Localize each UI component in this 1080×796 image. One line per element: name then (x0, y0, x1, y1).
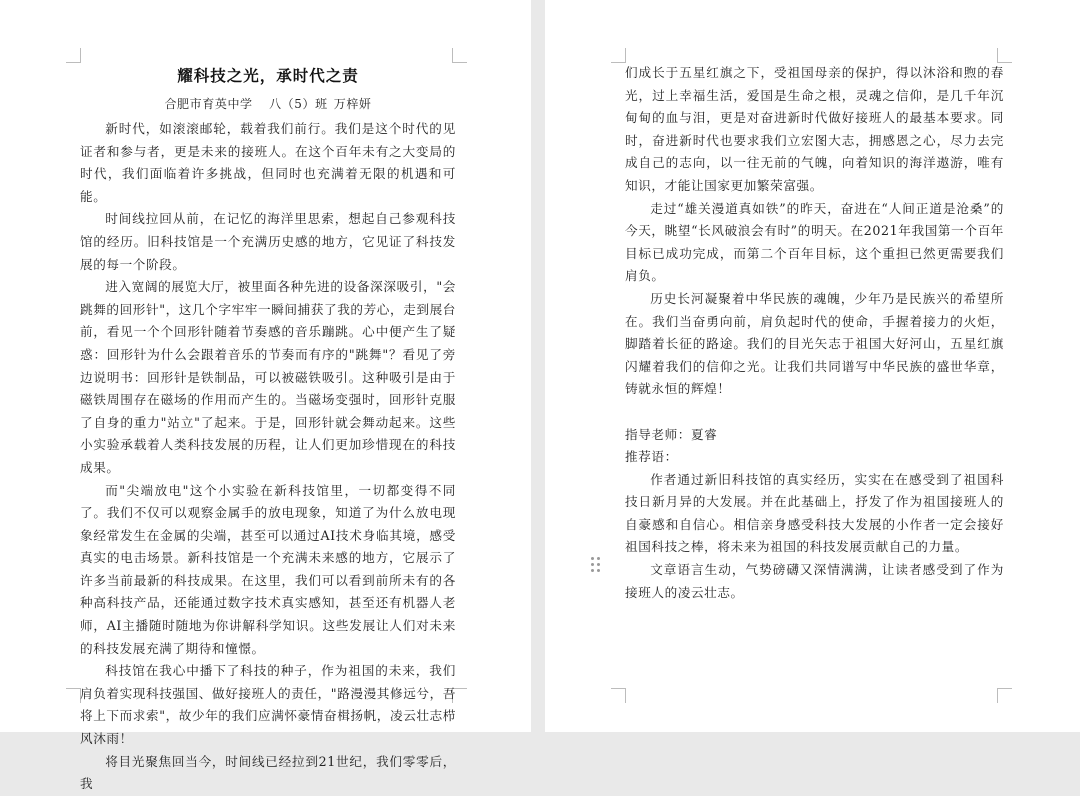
crop-mark-top-left (66, 48, 81, 63)
crop-mark-bottom-left (66, 688, 81, 703)
recommend-paragraph: 文章语言生动，气势磅礴又深情满满，让读者感受到了作为接班人的凌云壮志。 (625, 562, 1004, 600)
paragraph: 们成长于五星红旗之下，受祖国母亲的保护，得以沐浴和煦的春光，过上幸福生活，爱国是生命之根，灵魂之信仰，是几千年沉甸甸的血与泪，更是对奋进新时代做好接班人的最基本要求。同时，奋进新时代也要求我们立宏图大志，拥感恩之心，尽力去完成自己的志向，以一往无前的气魄，向着知识的海洋遨游，唯有知识，才能让国家更加繁荣富强。 (625, 65, 1004, 193)
crop-mark-bottom-left (611, 688, 626, 703)
document-page-right (545, 0, 1080, 732)
paragraph: 进入宽阔的展览大厅，被里面各种先进的设备深深吸引，"会跳舞的回形针"，这几个字牢牢一瞬间捕获了我的芳心，走到展台前，看见一个个回形针随着节奏感的音乐蹦跳。心中便产生了疑惑：回形针为什么会跟着音乐的节奏而有序的"跳舞"？看见了旁边说明书：回形针是铁制品，可以被磁铁吸引。这种吸引是由于磁铁周围存在磁场的作用而产生的。当磁场变强时，回形针克服了自身的重力"站立"了起来。于是，回形针就会舞动起来。这些小实验承载着人类科技发展的历程，让人们更加珍惜现在的科技成果。 (80, 279, 456, 475)
crop-mark-bottom-right (997, 688, 1012, 703)
crop-mark-top-right (997, 48, 1012, 63)
document-page-left (0, 0, 531, 792)
blank-line (625, 401, 1004, 424)
drag-handle-icon[interactable] (591, 557, 603, 575)
paragraph: 历史长河凝聚着中华民族的魂魄，少年乃是民族兴的希望所在。我们当奋勇向前，肩负起时代的使命，手握着接力的火炬，脚踏着长征的路途。我们的目光矢志于祖国大好河山，五星红旗闪耀着我们的信仰之光。让我们共同谱写中华民族的盛世华章，铸就永恒的辉煌！ (625, 290, 1004, 397)
teacher-line: 指导老师：夏睿 (625, 426, 718, 442)
crop-mark-top-left (611, 48, 626, 63)
paragraph: 走过“雄关漫道真如铁”的昨天，奋进在“人间正道是沧桑”的今天，眺望“长风破浪会有时”的明天。在2021年我国第一个百年目标已成功完成，而第二个百年目标，这个重担已然更需要我们肩负。 (625, 200, 1004, 284)
class-name: 八（5）班 (269, 97, 328, 111)
right-page-body[interactable] (625, 62, 1004, 604)
recommend-paragraph: 作者通过新旧科技馆的真实经历，实实在在感受到了祖国科技日新月异的大发展。并在此基础上，抒发了作为祖国接班人的自豪感和自信心。相信亲身感受科技大发展的小作者一定会接好祖国科技之棒，将未来为祖国的科技发展贡献自己的力量。 (625, 471, 1004, 555)
paragraph: 新时代，如滚滚邮轮，载着我们前行。我们是这个时代的见证者和参与者，更是未来的接班人。在这个百年未有之大变局的时代，我们面临着许多挑战，但同时也充满着无限的机遇和可能。 (80, 121, 456, 204)
paragraph: 科技馆在我心中播下了科技的种子，作为祖国的未来，我们肩负着实现科技强国、做好接班人的责任，"路漫漫其修远兮，吾将上下而求索"，故少年的我们应满怀豪情奋楫扬帆，凌云壮志栉风沐雨！ (80, 663, 456, 747)
paragraph: 时间线拉回从前，在记忆的海洋里思索，想起自己参观科技馆的经历。旧科技馆是一个充满历史感的地方，它见证了科技发展的每一个阶段。 (80, 211, 456, 272)
paragraph: 而"尖端放电"这个小实验在新科技馆里，一切都变得不同了。我们不仅可以观察金属手的放电现象，知道了为什么放电现象经常发生在金属的尖端，甚至可以通过AI技术身临其境，感受真实的电击场景。新科技馆是一个充满未来感的地方，它展示了许多当前最新的科技成果。在这里，我们可以看到前所未有的各种高科技产品，还能通过数字技术真实感知，甚至还有机器人老师，AI主播随时随地为你讲解科学知识。这些发展让人们对未来的科技发展充满了期待和憧憬。 (80, 482, 456, 656)
recommend-label: 推荐语： (625, 449, 678, 465)
left-page-body[interactable] (80, 58, 456, 796)
paragraph: 将目光聚焦回当今，时间线已经拉到21世纪，我们零零后，我 (80, 753, 456, 792)
article-title: 耀科技之光，承时代之责 (177, 66, 359, 85)
school-name: 合肥市育英中学 (164, 97, 253, 111)
author-name: 万梓妍 (333, 97, 372, 111)
byline (80, 94, 456, 114)
